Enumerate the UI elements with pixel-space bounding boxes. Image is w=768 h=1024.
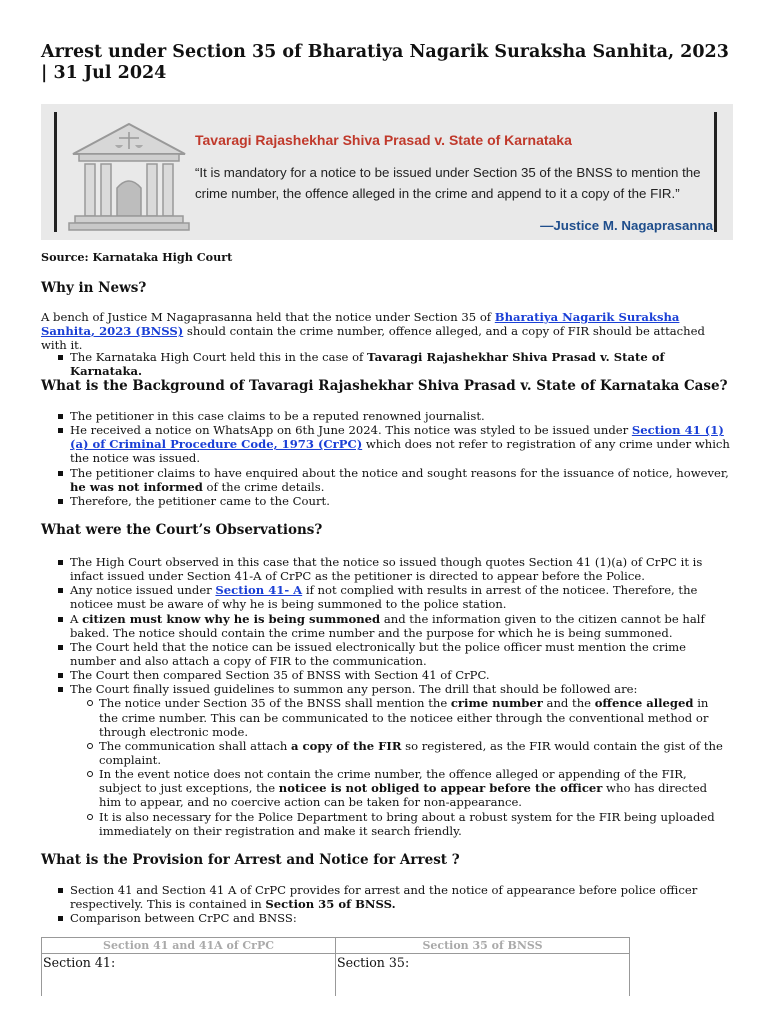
bullet-text: A bbox=[70, 611, 83, 626]
page-title: Arrest under Section 35 of Bharatiya Nagarik Suraksha Sanhita, 2023 | 31 Jul 2024 bbox=[41, 42, 729, 84]
bullet-text: The petitioner claims to have enquired about the notice and sought reasons for the issuance of notice, however, bbox=[70, 465, 729, 480]
bullet-text: The communication shall attach bbox=[99, 738, 291, 753]
observations-list bbox=[41, 555, 731, 838]
table-header-row bbox=[42, 938, 630, 954]
bullet-text: in the crime number. This can be communicated to the noticee either through the conventional method or through electronic mode. bbox=[99, 696, 709, 739]
list-item bbox=[70, 696, 731, 738]
list-item: Therefore, the petitioner came to the Court. bbox=[41, 494, 731, 508]
heading-background: What is the Background of Tavaragi Rajashekhar Shiva Prasad v. State of Karnataka Case? bbox=[41, 378, 728, 394]
list-item bbox=[41, 583, 731, 611]
section-41a-link[interactable]: Section 41- A bbox=[215, 583, 303, 598]
list-item: The High Court observed in this case that the notice so issued though quotes Section 41 (1)(a) of CrPC it is infact issued under Section 41-A of CrPC as the petitioner is directed to appear before the Police. bbox=[41, 555, 731, 583]
table-cell: Section 35: bbox=[336, 954, 630, 997]
heading-why-in-news: Why in News? bbox=[41, 280, 147, 296]
bullet-text: The Court finally issued guidelines to summon any person. The drill that should be followed are: bbox=[70, 682, 638, 697]
bullet-text: which does not refer to registration of any crime under which the notice was issued. bbox=[70, 437, 730, 466]
crpc-section-41-link[interactable]: Section 41 (1)(a) of Criminal Procedure Code, 1973 (CrPC) bbox=[70, 423, 724, 452]
list-item bbox=[41, 883, 731, 911]
bnss-link[interactable]: Bharatiya Nagarik Suraksha Sanhita, 2023 (BNSS) bbox=[41, 310, 680, 339]
banner-left-rule bbox=[54, 112, 57, 232]
bullet-text: The Karnataka High Court held this in the case of bbox=[70, 350, 368, 364]
heading-provision: What is the Provision for Arrest and Notice for Arrest ? bbox=[41, 852, 460, 868]
background-list bbox=[41, 409, 731, 508]
why-news-list bbox=[41, 350, 731, 378]
banner-case-name: Tavaragi Rajashekhar Shiva Prasad v. State of Karnataka bbox=[195, 132, 572, 148]
list-item bbox=[41, 350, 731, 378]
list-item bbox=[41, 612, 731, 640]
list-item: The Court then compared Section 35 of BNSS with Section 41 of CrPC. bbox=[41, 668, 731, 682]
article-banner bbox=[41, 104, 733, 240]
why-news-paragraph bbox=[41, 310, 731, 352]
bullet-text: and the bbox=[542, 696, 595, 711]
list-item: The Court held that the notice can be issued electronically but the police officer must mention the crime number and also attach a copy of FIR to the communication. bbox=[41, 640, 731, 668]
table-cell: Section 41: bbox=[42, 954, 336, 997]
bullet-text: Section 41 and Section 41 A of CrPC provides for arrest and the notice of appearance before police officer respectively. This is contained in bbox=[70, 883, 698, 912]
banner-quote: “It is mandatory for a notice to be issued under Section 35 of the BNSS to mention the crime number, the offence alleged in the crime and append to it a copy of the FIR.” bbox=[195, 165, 701, 202]
comparison-table bbox=[41, 937, 630, 996]
bold-text: Section 35 of BNSS. bbox=[265, 897, 396, 912]
bold-text: citizen must know why he is being summoned bbox=[82, 611, 381, 626]
bold-text: offence alleged bbox=[594, 696, 694, 711]
list-item: It is also necessary for the Police Department to bring about a robust system for the FIR being uploaded immediately on their registration and make it search friendly. bbox=[70, 810, 731, 838]
bold-text: a copy of the FIR bbox=[290, 738, 402, 753]
case-name-bold: Tavaragi Rajashekhar Shiva Prasad v. State of Karnataka. bbox=[70, 350, 665, 379]
list-item bbox=[41, 682, 731, 838]
bullet-text: and the information given to the citizen cannot be half baked. The notice should contain the crime number and the purpose for which he is being summoned. bbox=[70, 611, 705, 640]
list-item bbox=[70, 739, 731, 767]
table-row bbox=[42, 954, 630, 997]
bold-text: he was not informed bbox=[70, 479, 203, 494]
why-news-text-1: A bench of Justice M Nagaprasanna held that the notice under Section 35 of bbox=[41, 310, 495, 324]
bullet-text: Any notice issued under bbox=[70, 583, 216, 598]
list-item bbox=[70, 767, 731, 809]
list-item bbox=[41, 466, 731, 494]
source-line: Source: Karnataka High Court bbox=[41, 250, 233, 264]
list-item bbox=[41, 423, 731, 465]
bullet-text: He received a notice on WhatsApp on 6th June 2024. This notice was styled to be issued under bbox=[70, 423, 632, 438]
bold-text: noticee is not obliged to appear before the officer bbox=[278, 781, 603, 796]
table-header-crpc: Section 41 and 41A of CrPC bbox=[42, 938, 336, 954]
why-news-text-2: should contain the crime number, offence alleged, and a copy of FIR should be attached with it. bbox=[41, 324, 705, 353]
bullet-text: The notice under Section 35 of the BNSS shall mention the bbox=[99, 696, 451, 711]
table-header-bnss: Section 35 of BNSS bbox=[336, 938, 630, 954]
bold-text: crime number bbox=[450, 696, 543, 711]
list-item: The petitioner in this case claims to be a reputed renowned journalist. bbox=[41, 409, 731, 423]
bullet-text: who has directed him to appear, and no coercive action can be taken for non-appearance. bbox=[99, 781, 708, 810]
bullet-text: In the event notice does not contain the crime number, the offence alleged or appending of the FIR, subject to just exceptions, the bbox=[99, 767, 687, 796]
court-building-icon bbox=[65, 118, 193, 236]
bullet-text: of the crime details. bbox=[202, 479, 325, 494]
banner-author: —Justice M. Nagaprasanna bbox=[540, 218, 713, 233]
provision-list bbox=[41, 883, 731, 925]
list-item: Comparison between CrPC and BNSS: bbox=[41, 911, 731, 925]
bullet-text: so registered, as the FIR would contain the gist of the complaint. bbox=[99, 738, 723, 767]
bullet-text: if not complied with results in arrest of the noticee. Therefore, the noticee must be aware of why he is being summoned to the police station. bbox=[70, 583, 698, 612]
banner-right-rule bbox=[714, 112, 717, 232]
heading-observations: What were the Court’s Observations? bbox=[41, 522, 323, 538]
guidelines-list bbox=[70, 696, 731, 837]
